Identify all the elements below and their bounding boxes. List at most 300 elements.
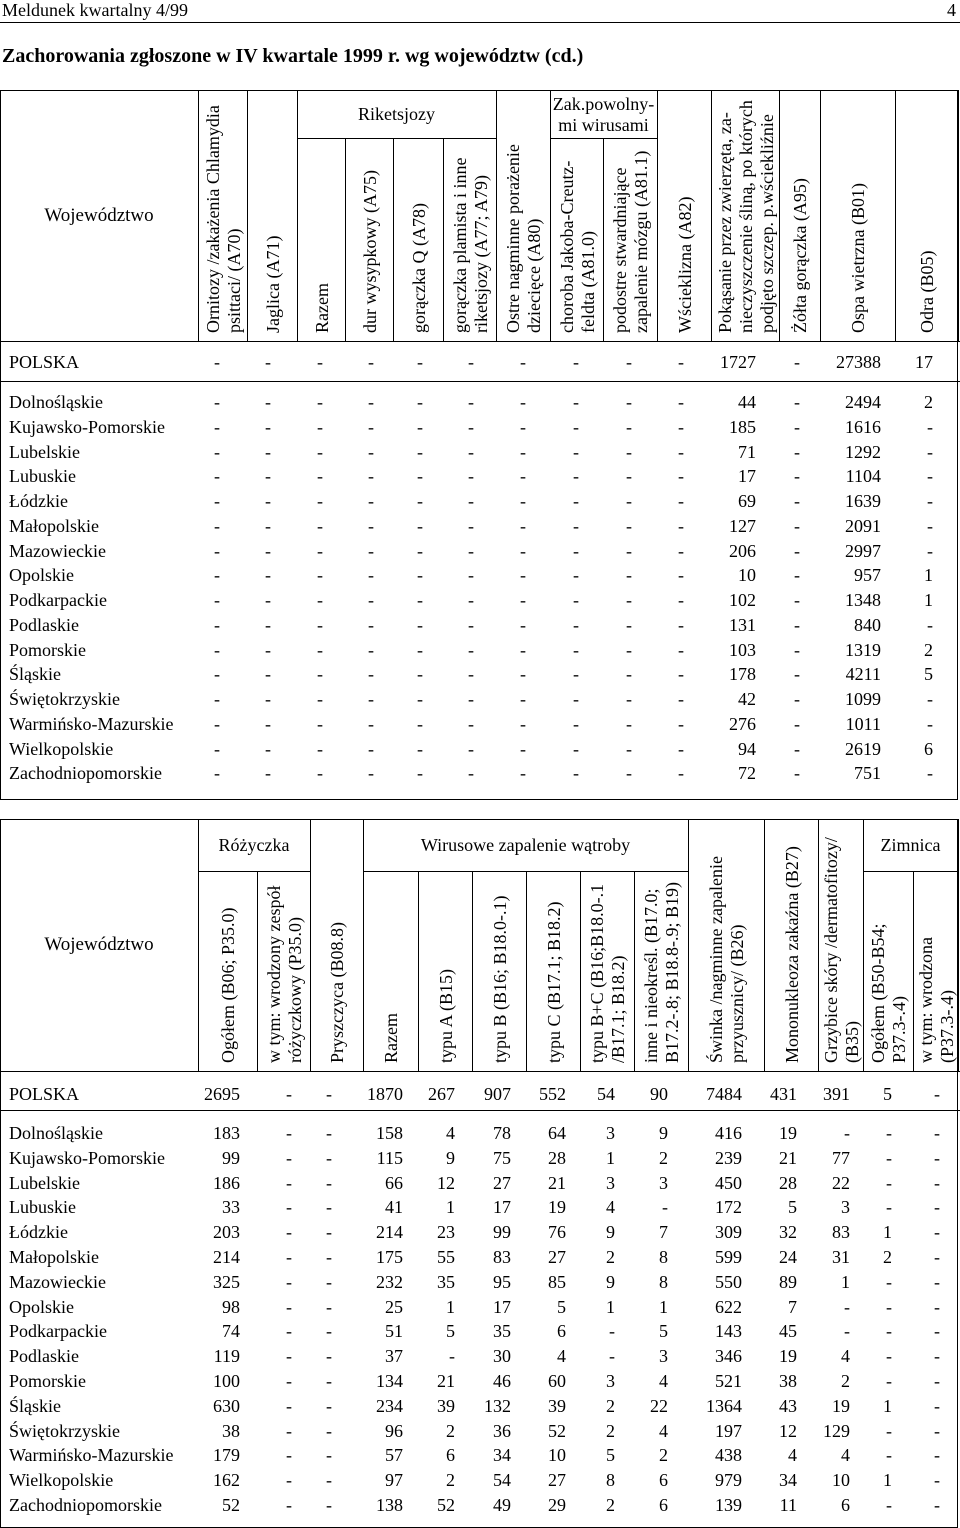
data-cell: - bbox=[265, 565, 271, 586]
data-cell: - bbox=[626, 664, 632, 685]
data-cell: 19 bbox=[832, 1395, 850, 1416]
data-cell: - bbox=[520, 515, 526, 536]
data-cell: 131 bbox=[729, 614, 756, 635]
data-cell: - bbox=[927, 515, 933, 536]
column-header-text: Grzybice skóry /dermatofitozy/ (B35) bbox=[820, 837, 862, 1063]
column-header-text: typu A (B15) bbox=[435, 968, 456, 1063]
column-header-text: dur wysypkowy (A75) bbox=[359, 170, 380, 333]
data-cell: 979 bbox=[715, 1470, 742, 1491]
column-header-text: Razem bbox=[311, 283, 332, 333]
table-row bbox=[0, 539, 960, 564]
data-cell: - bbox=[265, 763, 271, 784]
group-underline bbox=[198, 871, 310, 872]
data-cell: - bbox=[886, 1197, 892, 1218]
data-cell: 9 bbox=[606, 1222, 615, 1243]
column-header-text: Jaglica (A71) bbox=[262, 235, 283, 333]
table-row bbox=[0, 1171, 960, 1196]
table-row bbox=[0, 1220, 960, 1245]
data-cell: 54 bbox=[493, 1470, 511, 1491]
data-cell: - bbox=[794, 466, 800, 487]
data-cell: - bbox=[626, 639, 632, 660]
data-cell: 3 bbox=[606, 1172, 615, 1193]
data-cell: 9 bbox=[446, 1147, 455, 1168]
data-cell: 599 bbox=[715, 1247, 742, 1267]
data-cell: 72 bbox=[738, 763, 756, 784]
data-cell: - bbox=[317, 763, 323, 784]
table-row bbox=[0, 737, 960, 762]
data-cell: - bbox=[520, 491, 526, 511]
data-cell: 95 bbox=[493, 1271, 511, 1292]
data-cell: 22 bbox=[650, 1395, 668, 1416]
data-cell: 6 bbox=[841, 1495, 850, 1515]
table-row bbox=[0, 514, 960, 539]
data-cell: - bbox=[520, 614, 526, 635]
data-cell: - bbox=[678, 466, 684, 487]
data-cell: 2 bbox=[659, 1147, 668, 1168]
data-cell: - bbox=[214, 352, 220, 372]
data-cell: 139 bbox=[715, 1495, 742, 1515]
data-cell: 34 bbox=[779, 1470, 797, 1491]
data-cell: 9 bbox=[606, 1271, 615, 1292]
data-cell: - bbox=[626, 352, 632, 372]
data-cell: - bbox=[520, 540, 526, 561]
region-column-header: Województwo bbox=[44, 934, 154, 955]
region-name: Warmińsko-Mazurskie bbox=[9, 713, 174, 734]
data-cell: - bbox=[265, 664, 271, 685]
data-cell: - bbox=[317, 491, 323, 511]
data-cell: 83 bbox=[493, 1247, 511, 1267]
data-cell: 99 bbox=[493, 1222, 511, 1243]
data-cell: - bbox=[844, 1321, 850, 1342]
column-divider bbox=[198, 819, 199, 1071]
column-header-text: typu B (B16; B18.0-.1) bbox=[489, 895, 510, 1063]
row-separator bbox=[0, 1071, 960, 1072]
data-cell: - bbox=[678, 540, 684, 561]
data-cell: 2 bbox=[606, 1247, 615, 1267]
data-cell: 622 bbox=[715, 1296, 742, 1317]
data-cell: - bbox=[265, 515, 271, 536]
data-cell: 30 bbox=[493, 1346, 511, 1367]
data-cell: - bbox=[626, 738, 632, 759]
data-cell: 94 bbox=[738, 738, 756, 759]
data-cell: 5 bbox=[924, 664, 933, 685]
data-cell: 44 bbox=[738, 392, 756, 412]
data-cell: 3 bbox=[606, 1371, 615, 1391]
data-cell: 416 bbox=[715, 1123, 742, 1143]
data-cell: 96 bbox=[385, 1420, 403, 1441]
data-cell: 35 bbox=[437, 1271, 455, 1292]
data-cell: 127 bbox=[729, 515, 756, 536]
column-divider bbox=[958, 819, 959, 1071]
data-cell: - bbox=[573, 713, 579, 734]
column-divider bbox=[310, 819, 311, 1071]
data-cell: - bbox=[265, 416, 271, 437]
data-cell: - bbox=[286, 1147, 292, 1168]
column-divider bbox=[657, 90, 658, 341]
table-row bbox=[0, 712, 960, 737]
data-cell: - bbox=[286, 1197, 292, 1218]
data-cell: - bbox=[520, 392, 526, 412]
data-cell: - bbox=[417, 491, 423, 511]
data-cell: 2494 bbox=[845, 392, 881, 412]
data-cell: 178 bbox=[729, 664, 756, 685]
data-cell: - bbox=[468, 738, 474, 759]
data-cell: 1 bbox=[924, 565, 933, 586]
column-divider bbox=[550, 90, 551, 341]
data-cell: 438 bbox=[715, 1445, 742, 1466]
region-name: Kujawsko-Pomorskie bbox=[9, 1147, 165, 1168]
data-cell: - bbox=[286, 1296, 292, 1317]
data-cell: - bbox=[368, 466, 374, 487]
data-cell: - bbox=[520, 466, 526, 487]
region-name: Lubuskie bbox=[9, 466, 76, 487]
data-cell: - bbox=[286, 1321, 292, 1342]
group-underline bbox=[297, 138, 496, 139]
data-cell: 21 bbox=[548, 1172, 566, 1193]
data-cell: 2091 bbox=[845, 515, 881, 536]
data-cell: - bbox=[626, 590, 632, 610]
data-cell: - bbox=[573, 590, 579, 610]
data-cell: 907 bbox=[484, 1084, 511, 1104]
data-cell: - bbox=[417, 713, 423, 734]
data-cell: 28 bbox=[548, 1147, 566, 1168]
data-cell: - bbox=[265, 689, 271, 709]
column-divider bbox=[779, 90, 780, 341]
data-cell: 90 bbox=[650, 1084, 668, 1104]
data-cell: 39 bbox=[548, 1395, 566, 1416]
data-cell: - bbox=[609, 1321, 615, 1342]
data-cell: - bbox=[214, 392, 220, 412]
data-cell: 2 bbox=[446, 1470, 455, 1491]
data-cell: - bbox=[417, 763, 423, 784]
data-cell: - bbox=[417, 416, 423, 437]
column-divider bbox=[393, 138, 394, 341]
total-row bbox=[0, 350, 960, 375]
data-cell: 71 bbox=[738, 441, 756, 462]
data-cell: - bbox=[934, 1197, 940, 1218]
data-cell: - bbox=[794, 763, 800, 784]
data-cell: - bbox=[794, 352, 800, 372]
data-cell: - bbox=[626, 491, 632, 511]
data-cell: 630 bbox=[213, 1395, 240, 1416]
column-divider bbox=[580, 871, 581, 1071]
data-cell: 102 bbox=[729, 590, 756, 610]
column-header-text: Ogółem (B06; P35.0) bbox=[218, 907, 238, 1063]
data-cell: 33 bbox=[222, 1197, 240, 1218]
data-cell: 35 bbox=[493, 1321, 511, 1342]
column-header-text: Żółta gorączka (A95) bbox=[790, 178, 810, 333]
column-header-text: Razem bbox=[381, 1013, 401, 1063]
data-cell: - bbox=[678, 416, 684, 437]
column-divider bbox=[634, 871, 635, 1071]
data-cell: - bbox=[794, 540, 800, 561]
data-cell: - bbox=[368, 664, 374, 685]
data-cell: - bbox=[626, 614, 632, 635]
data-cell: 8 bbox=[659, 1247, 668, 1267]
data-cell: - bbox=[265, 738, 271, 759]
column-divider bbox=[526, 871, 527, 1071]
data-cell: 431 bbox=[770, 1084, 797, 1104]
data-cell: 5 bbox=[446, 1321, 455, 1342]
data-cell: - bbox=[326, 1321, 332, 1342]
column-header-text: typu C (B17.1; B18.2) bbox=[543, 901, 564, 1063]
data-cell: - bbox=[317, 441, 323, 462]
group-header: Riketsjozy bbox=[358, 104, 435, 124]
data-cell: - bbox=[678, 763, 684, 784]
data-cell: 521 bbox=[715, 1371, 742, 1391]
region-name: Zachodniopomorskie bbox=[9, 763, 162, 784]
region-name: Śląskie bbox=[9, 664, 61, 685]
data-cell: - bbox=[573, 441, 579, 462]
data-cell: - bbox=[417, 540, 423, 561]
data-cell: - bbox=[626, 713, 632, 734]
data-cell: - bbox=[286, 1172, 292, 1193]
data-cell: 23 bbox=[437, 1222, 455, 1243]
data-cell: 2997 bbox=[845, 540, 881, 561]
column-header-text: Mononukleoza zakaźna (B27) bbox=[781, 846, 802, 1063]
data-cell: 31 bbox=[832, 1247, 850, 1267]
data-cell: - bbox=[886, 1271, 892, 1292]
data-cell: - bbox=[927, 614, 933, 635]
region-name: Lubuskie bbox=[9, 1197, 76, 1218]
region-name: Łódzkie bbox=[9, 1222, 68, 1243]
data-cell: - bbox=[573, 689, 579, 709]
region-name: POLSKA bbox=[9, 1084, 80, 1104]
data-cell: 98 bbox=[222, 1296, 240, 1317]
data-cell: 27 bbox=[493, 1172, 511, 1193]
table-row bbox=[0, 1394, 960, 1419]
data-cell: 17 bbox=[493, 1296, 511, 1317]
data-cell: - bbox=[286, 1084, 292, 1104]
data-cell: 179 bbox=[213, 1445, 240, 1466]
data-cell: - bbox=[573, 466, 579, 487]
data-cell: - bbox=[573, 565, 579, 586]
column-divider bbox=[496, 90, 497, 341]
data-cell: - bbox=[927, 441, 933, 462]
data-cell: 1 bbox=[446, 1197, 455, 1218]
data-cell: - bbox=[468, 466, 474, 487]
data-cell: - bbox=[368, 540, 374, 561]
data-cell: - bbox=[468, 491, 474, 511]
data-cell: 11 bbox=[779, 1495, 797, 1515]
data-cell: - bbox=[326, 1172, 332, 1193]
column-header-text: Ospa wietrzna (B01) bbox=[848, 183, 868, 333]
data-cell: 8 bbox=[659, 1271, 668, 1292]
data-cell: 267 bbox=[428, 1084, 455, 1104]
table-row bbox=[0, 1195, 960, 1220]
data-cell: - bbox=[794, 664, 800, 685]
data-cell: - bbox=[573, 639, 579, 660]
data-cell: - bbox=[934, 1420, 940, 1441]
data-cell: - bbox=[468, 639, 474, 660]
data-cell: 74 bbox=[222, 1321, 240, 1342]
data-cell: - bbox=[678, 639, 684, 660]
row-separator bbox=[0, 341, 960, 342]
data-cell: 22 bbox=[832, 1172, 850, 1193]
data-cell: 2 bbox=[841, 1371, 850, 1391]
region-name: Łódzkie bbox=[9, 491, 68, 511]
region-name: Dolnośląskie bbox=[9, 392, 103, 412]
data-cell: - bbox=[417, 441, 423, 462]
data-cell: 203 bbox=[213, 1222, 240, 1243]
table-row bbox=[0, 1419, 960, 1444]
table-row bbox=[0, 638, 960, 663]
data-cell: - bbox=[934, 1222, 940, 1243]
data-cell: - bbox=[286, 1420, 292, 1441]
data-cell: 12 bbox=[779, 1420, 797, 1441]
table-1 bbox=[0, 90, 960, 800]
group-header: Wirusowe zapalenie wątroby bbox=[420, 835, 631, 855]
data-cell: 1364 bbox=[706, 1395, 742, 1416]
data-cell: - bbox=[417, 614, 423, 635]
data-cell: 99 bbox=[222, 1147, 240, 1168]
data-cell: 97 bbox=[385, 1470, 403, 1491]
data-cell: - bbox=[573, 763, 579, 784]
table-row bbox=[0, 1245, 960, 1270]
data-cell: - bbox=[794, 491, 800, 511]
data-cell: 7484 bbox=[706, 1084, 742, 1104]
data-cell: - bbox=[573, 738, 579, 759]
data-cell: 3 bbox=[659, 1172, 668, 1193]
data-cell: 2619 bbox=[845, 738, 881, 759]
data-cell: - bbox=[214, 713, 220, 734]
data-cell: 55 bbox=[437, 1247, 455, 1267]
data-cell: 1616 bbox=[845, 416, 881, 437]
region-name: Pomorskie bbox=[9, 1371, 87, 1391]
data-cell: - bbox=[468, 441, 474, 462]
data-cell: - bbox=[520, 763, 526, 784]
region-column-header: Województwo bbox=[44, 204, 154, 226]
data-cell: - bbox=[286, 1346, 292, 1367]
data-cell: 19 bbox=[779, 1123, 797, 1143]
data-cell: - bbox=[326, 1222, 332, 1243]
data-cell: - bbox=[265, 590, 271, 610]
data-cell: - bbox=[326, 1495, 332, 1515]
data-cell: 2 bbox=[924, 639, 933, 660]
data-cell: - bbox=[417, 466, 423, 487]
data-cell: - bbox=[468, 416, 474, 437]
data-cell: - bbox=[934, 1084, 940, 1104]
data-cell: - bbox=[326, 1296, 332, 1317]
data-cell: - bbox=[317, 689, 323, 709]
data-cell: - bbox=[417, 352, 423, 372]
data-cell: 276 bbox=[729, 713, 756, 734]
table-row bbox=[0, 687, 960, 712]
data-cell: 5 bbox=[606, 1445, 615, 1466]
data-cell: - bbox=[844, 1296, 850, 1317]
data-cell: 78 bbox=[493, 1123, 511, 1143]
data-cell: - bbox=[368, 352, 374, 372]
table-row bbox=[0, 588, 960, 613]
data-cell: 2695 bbox=[204, 1084, 240, 1104]
data-cell: 232 bbox=[376, 1271, 403, 1292]
data-cell: - bbox=[417, 639, 423, 660]
data-cell: - bbox=[934, 1296, 940, 1317]
data-cell: 2 bbox=[446, 1420, 455, 1441]
data-cell: 28 bbox=[779, 1172, 797, 1193]
data-cell: - bbox=[317, 664, 323, 685]
data-cell: 186 bbox=[213, 1172, 240, 1193]
data-cell: - bbox=[934, 1123, 940, 1143]
data-cell: 42 bbox=[738, 689, 756, 709]
group-underline bbox=[863, 871, 958, 872]
column-header-text: Odra (B05) bbox=[917, 250, 937, 333]
column-divider bbox=[863, 819, 864, 1071]
data-cell: - bbox=[214, 540, 220, 561]
data-cell: - bbox=[678, 664, 684, 685]
data-cell: 129 bbox=[823, 1420, 850, 1441]
data-cell: - bbox=[368, 392, 374, 412]
data-cell: - bbox=[326, 1371, 332, 1391]
data-cell: 77 bbox=[832, 1147, 850, 1168]
data-cell: - bbox=[468, 352, 474, 372]
data-cell: - bbox=[417, 515, 423, 536]
column-divider bbox=[257, 871, 258, 1071]
data-cell: - bbox=[927, 713, 933, 734]
data-cell: - bbox=[520, 441, 526, 462]
data-cell: - bbox=[286, 1371, 292, 1391]
data-cell: - bbox=[265, 540, 271, 561]
data-cell: - bbox=[573, 614, 579, 635]
data-cell: - bbox=[626, 540, 632, 561]
table-row bbox=[0, 1344, 960, 1369]
data-cell: 52 bbox=[437, 1495, 455, 1515]
data-cell: - bbox=[678, 689, 684, 709]
table-row bbox=[0, 1443, 960, 1468]
data-cell: 1348 bbox=[845, 590, 881, 610]
region-name: Podlaskie bbox=[9, 1346, 79, 1367]
data-cell: - bbox=[286, 1470, 292, 1491]
data-cell: - bbox=[417, 565, 423, 586]
total-row bbox=[0, 1082, 960, 1107]
data-cell: 1 bbox=[446, 1296, 455, 1317]
data-cell: 19 bbox=[779, 1346, 797, 1367]
data-cell: 52 bbox=[548, 1420, 566, 1441]
data-cell: 2 bbox=[606, 1495, 615, 1515]
data-cell: 4 bbox=[841, 1445, 850, 1466]
data-cell: 64 bbox=[548, 1123, 566, 1143]
data-cell: 119 bbox=[213, 1346, 240, 1367]
data-cell: - bbox=[573, 392, 579, 412]
data-cell: - bbox=[678, 614, 684, 635]
data-cell: 1 bbox=[883, 1470, 892, 1491]
data-cell: - bbox=[573, 664, 579, 685]
data-cell: 2 bbox=[606, 1420, 615, 1441]
data-cell: - bbox=[609, 1346, 615, 1367]
data-cell: 4211 bbox=[845, 664, 881, 685]
table-row bbox=[0, 613, 960, 638]
data-cell: 183 bbox=[213, 1123, 240, 1143]
row-separator bbox=[0, 381, 960, 382]
region-name: Wielkopolskie bbox=[9, 738, 114, 759]
data-cell: - bbox=[678, 590, 684, 610]
data-cell: - bbox=[678, 713, 684, 734]
data-cell: 4 bbox=[659, 1420, 668, 1441]
data-cell: - bbox=[678, 352, 684, 372]
data-cell: - bbox=[286, 1123, 292, 1143]
data-cell: - bbox=[934, 1247, 940, 1267]
data-cell: 5 bbox=[659, 1321, 668, 1342]
data-cell: - bbox=[368, 491, 374, 511]
column-divider bbox=[603, 138, 604, 341]
region-name: POLSKA bbox=[9, 352, 80, 372]
data-cell: - bbox=[934, 1147, 940, 1168]
data-cell: 2 bbox=[659, 1445, 668, 1466]
data-cell: - bbox=[934, 1172, 940, 1193]
data-cell: - bbox=[573, 352, 579, 372]
data-cell: 162 bbox=[213, 1470, 240, 1491]
data-cell: - bbox=[468, 689, 474, 709]
